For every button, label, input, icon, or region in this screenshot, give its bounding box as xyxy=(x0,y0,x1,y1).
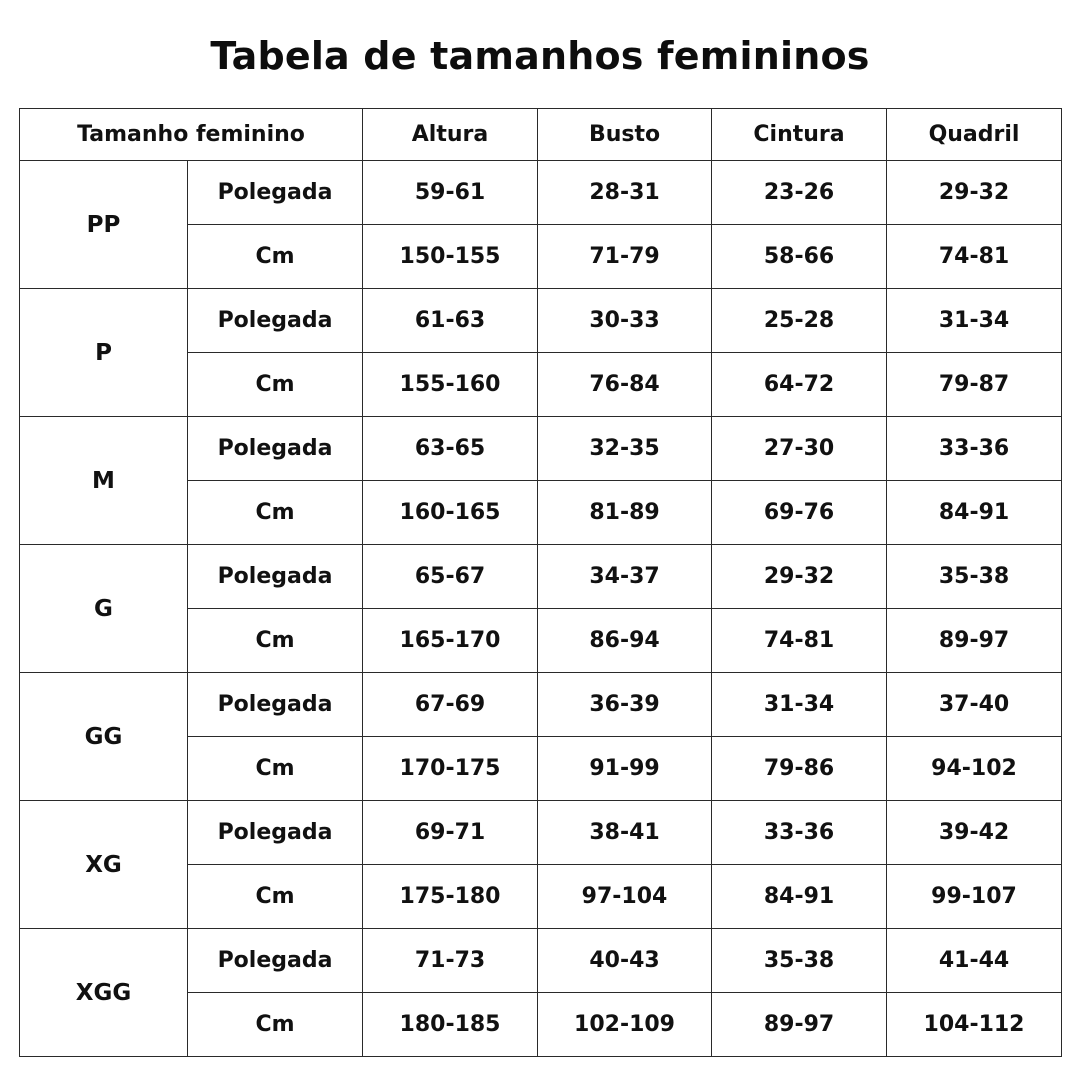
unit-label-cm: Cm xyxy=(188,993,363,1057)
value-height-cm: 160-165 xyxy=(363,481,538,545)
table-row-inch xyxy=(20,929,1062,993)
value-bust-inch: 38-41 xyxy=(538,801,712,865)
unit-label-cm: Cm xyxy=(188,481,363,545)
value-bust-inch: 32-35 xyxy=(538,417,712,481)
value-waist-inch: 27-30 xyxy=(712,417,887,481)
value-waist-inch: 35-38 xyxy=(712,929,887,993)
table-row-inch xyxy=(20,545,1062,609)
value-bust-cm: 76-84 xyxy=(538,353,712,417)
value-height-inch: 67-69 xyxy=(363,673,538,737)
table-row-inch xyxy=(20,673,1062,737)
unit-label-inch: Polegada xyxy=(188,417,363,481)
value-height-inch: 71-73 xyxy=(363,929,538,993)
value-waist-inch: 23-26 xyxy=(712,161,887,225)
unit-label-inch: Polegada xyxy=(188,545,363,609)
size-label: XGG xyxy=(20,929,188,1057)
value-bust-cm: 71-79 xyxy=(538,225,712,289)
header-hip: Quadril xyxy=(887,109,1062,161)
value-waist-cm: 64-72 xyxy=(712,353,887,417)
unit-label-inch: Polegada xyxy=(188,673,363,737)
value-bust-cm: 97-104 xyxy=(538,865,712,929)
value-waist-cm: 79-86 xyxy=(712,737,887,801)
value-bust-inch: 28-31 xyxy=(538,161,712,225)
header-row xyxy=(20,109,1062,161)
value-hip-inch: 29-32 xyxy=(887,161,1062,225)
size-label: G xyxy=(20,545,188,673)
value-waist-inch: 31-34 xyxy=(712,673,887,737)
unit-label-cm: Cm xyxy=(188,225,363,289)
value-bust-cm: 91-99 xyxy=(538,737,712,801)
value-waist-inch: 33-36 xyxy=(712,801,887,865)
value-bust-cm: 102-109 xyxy=(538,993,712,1057)
value-waist-cm: 74-81 xyxy=(712,609,887,673)
value-bust-inch: 30-33 xyxy=(538,289,712,353)
value-hip-cm: 99-107 xyxy=(887,865,1062,929)
unit-label-inch: Polegada xyxy=(188,161,363,225)
table-row-inch xyxy=(20,161,1062,225)
unit-label-inch: Polegada xyxy=(188,929,363,993)
size-label: GG xyxy=(20,673,188,801)
value-waist-cm: 89-97 xyxy=(712,993,887,1057)
size-label: P xyxy=(20,289,188,417)
value-height-inch: 61-63 xyxy=(363,289,538,353)
value-hip-cm: 79-87 xyxy=(887,353,1062,417)
value-height-cm: 175-180 xyxy=(363,865,538,929)
header-height: Altura xyxy=(363,109,538,161)
value-hip-inch: 33-36 xyxy=(887,417,1062,481)
unit-label-cm: Cm xyxy=(188,609,363,673)
page-title: Tabela de tamanhos femininos xyxy=(210,34,870,78)
value-hip-inch: 41-44 xyxy=(887,929,1062,993)
unit-label-cm: Cm xyxy=(188,353,363,417)
size-label: XG xyxy=(20,801,188,929)
value-hip-inch: 39-42 xyxy=(887,801,1062,865)
size-label: M xyxy=(20,417,188,545)
table-row-inch xyxy=(20,417,1062,481)
value-bust-inch: 34-37 xyxy=(538,545,712,609)
value-bust-inch: 36-39 xyxy=(538,673,712,737)
value-hip-inch: 35-38 xyxy=(887,545,1062,609)
size-label: PP xyxy=(20,161,188,289)
value-hip-inch: 31-34 xyxy=(887,289,1062,353)
value-hip-cm: 104-112 xyxy=(887,993,1062,1057)
table-body xyxy=(20,161,1062,1057)
value-height-cm: 170-175 xyxy=(363,737,538,801)
header-waist: Cintura xyxy=(712,109,887,161)
value-height-inch: 69-71 xyxy=(363,801,538,865)
value-height-cm: 155-160 xyxy=(363,353,538,417)
unit-label-cm: Cm xyxy=(188,737,363,801)
unit-label-inch: Polegada xyxy=(188,289,363,353)
unit-label-cm: Cm xyxy=(188,865,363,929)
unit-label-inch: Polegada xyxy=(188,801,363,865)
header-size: Tamanho feminino xyxy=(20,109,363,161)
value-bust-inch: 40-43 xyxy=(538,929,712,993)
value-hip-cm: 89-97 xyxy=(887,609,1062,673)
value-hip-cm: 94-102 xyxy=(887,737,1062,801)
table-row-inch xyxy=(20,801,1062,865)
value-waist-inch: 25-28 xyxy=(712,289,887,353)
value-bust-cm: 81-89 xyxy=(538,481,712,545)
value-height-inch: 59-61 xyxy=(363,161,538,225)
size-chart-table xyxy=(19,108,1062,1057)
value-hip-cm: 84-91 xyxy=(887,481,1062,545)
header-bust: Busto xyxy=(538,109,712,161)
value-waist-inch: 29-32 xyxy=(712,545,887,609)
value-height-cm: 180-185 xyxy=(363,993,538,1057)
value-height-inch: 65-67 xyxy=(363,545,538,609)
value-bust-cm: 86-94 xyxy=(538,609,712,673)
table-row-inch xyxy=(20,289,1062,353)
value-hip-inch: 37-40 xyxy=(887,673,1062,737)
value-height-inch: 63-65 xyxy=(363,417,538,481)
value-waist-cm: 58-66 xyxy=(712,225,887,289)
value-waist-cm: 84-91 xyxy=(712,865,887,929)
value-height-cm: 150-155 xyxy=(363,225,538,289)
value-hip-cm: 74-81 xyxy=(887,225,1062,289)
value-waist-cm: 69-76 xyxy=(712,481,887,545)
value-height-cm: 165-170 xyxy=(363,609,538,673)
